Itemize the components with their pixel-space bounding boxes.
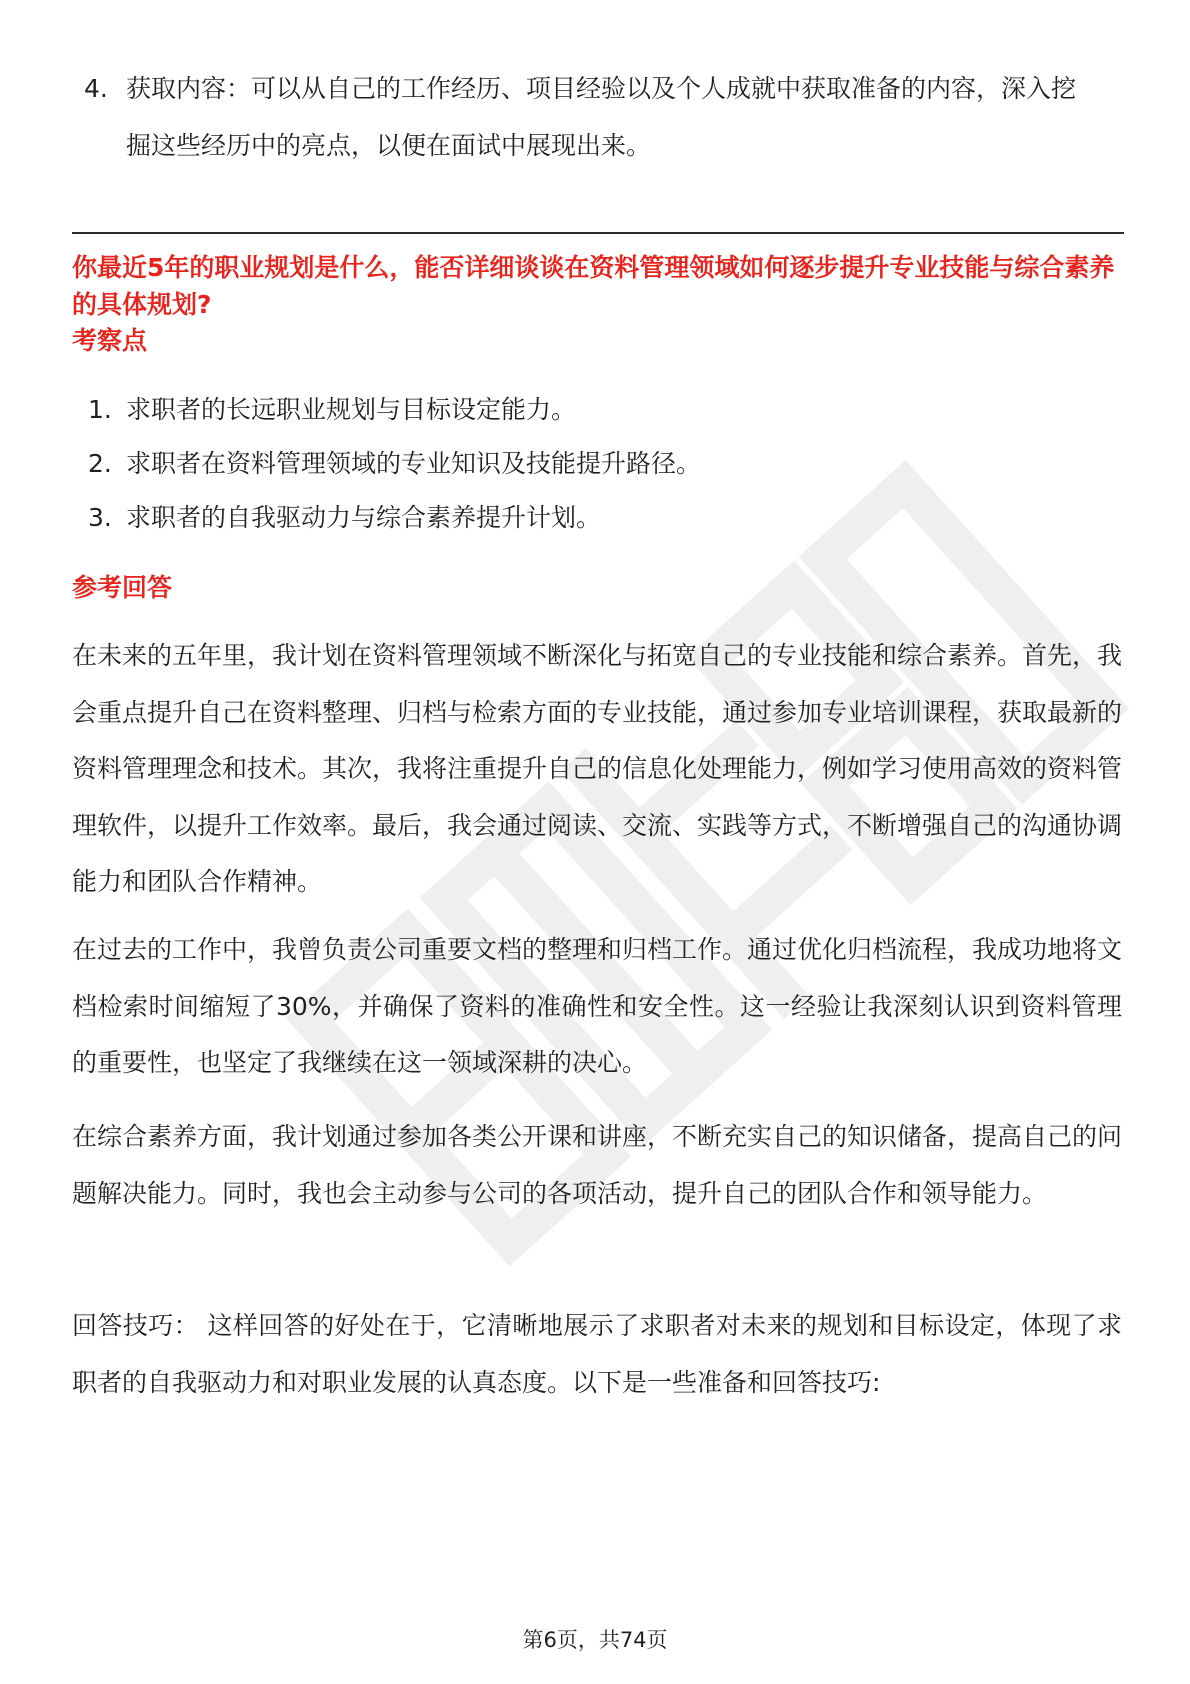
answer-heading: 参考回答	[72, 573, 173, 602]
answer-paragraph: 在综合素养方面，我计划通过参加各类公开课和讲座，不断充实自己的知识储备，提高自己的问题解决能力。同时，我也会主动参与公司的各项活动，提升自己的团队合作和领导能力。	[72, 1122, 1123, 1208]
assessment-point-number: 1.	[88, 395, 112, 424]
list-item-number: 4.	[84, 74, 108, 103]
assessment-point	[88, 445, 701, 482]
page-number-footer: 第6页，共74页	[522, 1628, 668, 1652]
assessment-point	[88, 391, 576, 428]
assessment-point-number: 2.	[88, 449, 112, 478]
assessment-point-number: 3.	[88, 503, 112, 532]
section-divider	[72, 232, 1124, 234]
assessment-point-text: 求职者的自我驱动力与综合素养提升计划。	[126, 503, 602, 532]
list-item-text: 获取内容：可以从自己的工作经历、项目经验以及个人成就中获取准备的内容，深入挖掘这些经历中的亮点，以便在面试中展现出来。	[126, 74, 1077, 160]
assessment-heading: 考察点	[72, 326, 148, 355]
answer-tips-paragraph: 回答技巧： 这样回答的好处在于，它清晰地展示了求职者对未来的规划和目标设定，体现了求职者的自我驱动力和对职业发展的认真态度。以下是一些准备和回答技巧:	[72, 1311, 1122, 1397]
question-heading: 你最近5年的职业规划是什么，能否详细谈谈在资料管理领域如何逐步提升专业技能与综合素养的具体规划?	[72, 253, 1115, 319]
assessment-point-text: 求职者在资料管理领域的专业知识及技能提升路径。	[126, 449, 702, 478]
list-item-4	[84, 60, 1084, 174]
answer-paragraph: 在未来的五年里，我计划在资料管理领域不断深化与拓宽自己的专业技能和综合素养。首先，我会重点提升自己在资料整理、归档与检索方面的专业技能，通过参加专业培训课程，获取最新的资料管理理念和技术。其次，我将注重提升自己的信息化处理能力，例如学习使用高效的资料管理软件，以提升工作效率。最后，我会通过阅读、交流、实践等方式，不断增强自己的沟通协调能力和团队合作精神。	[72, 641, 1123, 896]
answer-paragraph: 在过去的工作中，我曾负责公司重要文档的整理和归档工作。通过优化归档流程，我成功地将文档检索时间缩短了30%，并确保了资料的准确性和安全性。这一经验让我深刻认识到资料管理的重要性，也坚定了我继续在这一领域深耕的决心。	[72, 935, 1123, 1077]
assessment-point-text: 求职者的长远职业规划与目标设定能力。	[126, 395, 577, 424]
assessment-point	[88, 499, 601, 536]
